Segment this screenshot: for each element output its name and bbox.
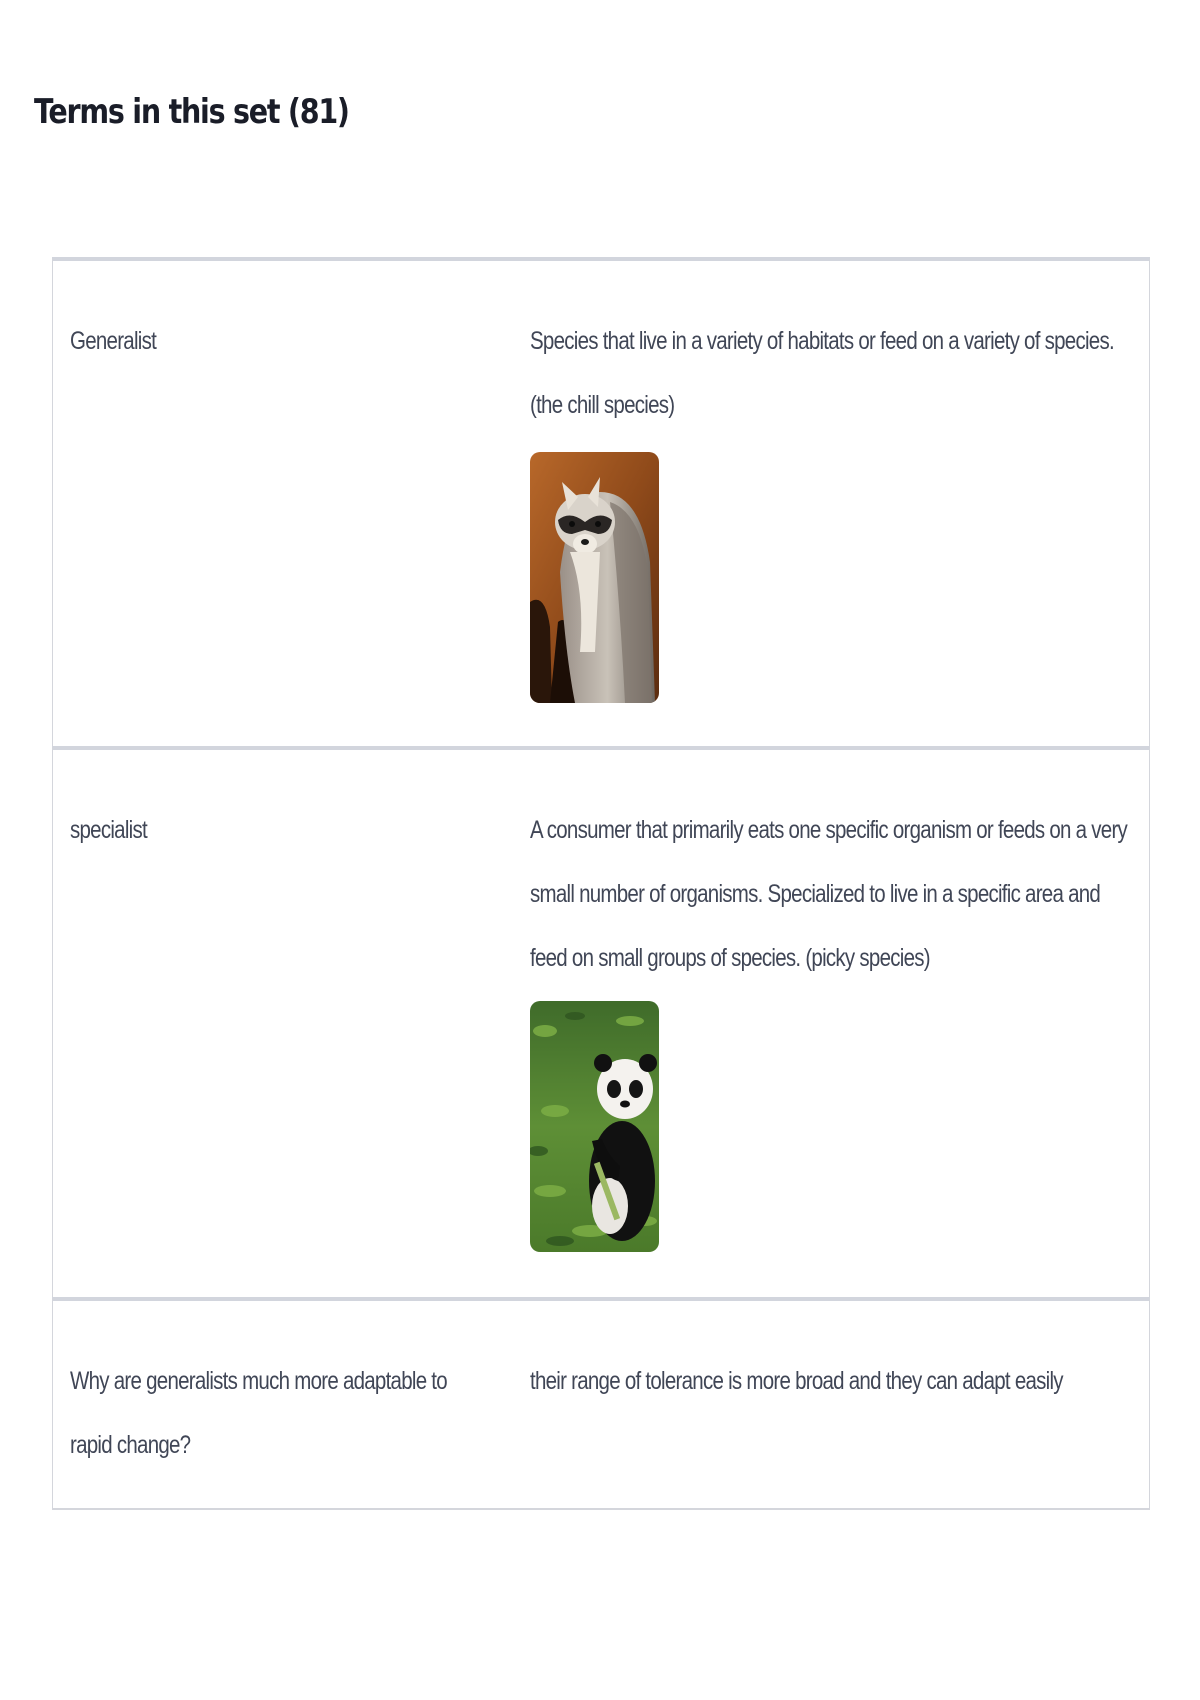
panda-photo[interactable] [530, 1001, 659, 1252]
terms-list [52, 257, 1150, 1510]
raccoon-photo[interactable] [530, 452, 659, 703]
term-definition: their range of tolerance is more broad and they can adapt easily [530, 1367, 1063, 1395]
term-definition: Species that live in a variety of habitats or feed on a variety of species. (the chill species) [530, 327, 1114, 419]
term-definition: A consumer that primarily eats one specific organism or feeds on a very small number of organisms. Specialized to live in a specific area and feed on small groups of species. (picky species) [530, 816, 1128, 972]
term-card [52, 1297, 1150, 1510]
term-card [52, 746, 1150, 1297]
term-word: specialist [70, 816, 147, 844]
term-word: Why are generalists much more adaptable to rapid change? [70, 1367, 447, 1459]
term-word: Generalist [70, 327, 157, 355]
term-card [52, 257, 1150, 746]
page-title: Terms in this set (81) [34, 92, 349, 132]
